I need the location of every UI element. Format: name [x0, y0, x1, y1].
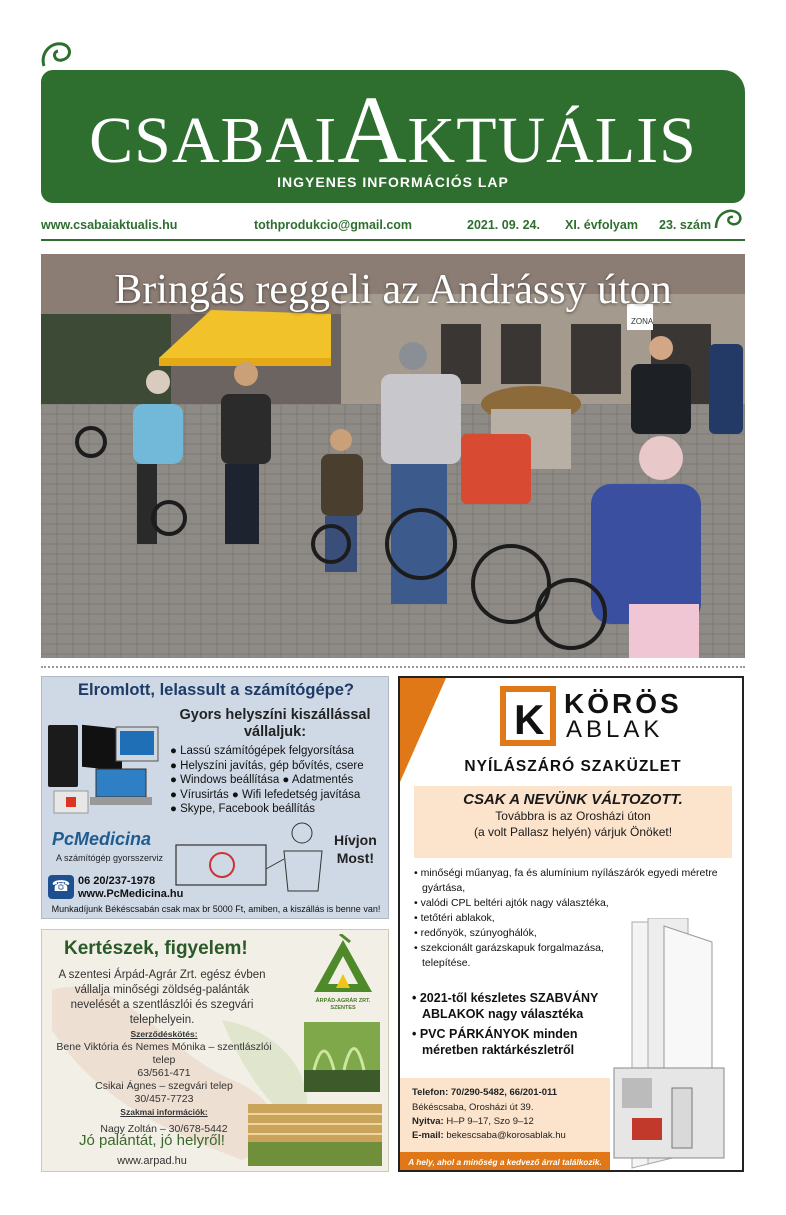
arpad-agrar-logo-icon: [310, 934, 376, 998]
notice-line: Továbbra is az Orosházi úton: [495, 809, 651, 823]
agrar-contracts: Szerződéskötés: Bene Viktória és Nemes Mónika – szentlászlói telep 63/561-471 Csikai Ágnes – szegvári telep 30/457-7723 Szakmai információk: Nagy Zoltán – 30/678-5442: [56, 1029, 272, 1135]
issue-date: 2021. 09. 24.: [467, 218, 540, 232]
list-item: • szekcionált garázskapuk forgalmazása, telepítése.: [414, 942, 604, 969]
notice-line: (a volt Pallasz helyén) várjuk Önöket!: [473, 825, 673, 839]
issue-info-bar: [41, 216, 745, 236]
cover-photo: [41, 254, 745, 658]
issue-number: 23. szám: [659, 218, 712, 232]
koros-shop-type: NYÍLÁSZÁRÓ SZAKÜZLET: [464, 758, 682, 775]
agrar-website[interactable]: www.arpad.hu: [117, 1155, 187, 1167]
agrar-headline: Kertészek, figyelem!: [64, 938, 248, 959]
pc-services-list: [170, 744, 364, 817]
section-divider: [41, 666, 745, 668]
koros-brand-name: KÖRÖS: [564, 688, 682, 719]
list-item: • redőnyök, szúnyoghálók,: [414, 927, 537, 939]
greenhouse-photo: [248, 1104, 382, 1166]
koros-notice-box: [414, 786, 732, 858]
koros-phone[interactable]: Telefon: 70/290-5482, 66/201-011: [412, 1087, 558, 1098]
list-item: • 2021-től készletes SZABVÁNY ABLAKOK nagy választéka: [412, 991, 599, 1021]
pc-ad-headline: Elromlott, lelassult a számítógépe?: [78, 681, 354, 699]
computer-devices-icon: [46, 717, 164, 821]
call-to-action: Hívjon Most!: [334, 832, 377, 866]
pcmedicina-ad: [41, 676, 389, 919]
website-link[interactable]: www.csabaiaktualis.hu: [41, 218, 178, 232]
window-profile-icon: [612, 918, 742, 1172]
issue-volume: XI. évfolyam: [565, 218, 638, 232]
cover-headline: Bringás reggeli az Andrássy úton: [114, 267, 672, 313]
notice-title: CSAK A NEVÜNK VÁLTOZOTT.: [463, 791, 683, 808]
koros-email[interactable]: E-mail: bekescsaba@korosablak.hu: [412, 1130, 566, 1141]
header-rule: [41, 239, 745, 241]
newspaper-subtitle: INGYENES INFORMÁCIÓS LAP: [277, 174, 509, 190]
agrar-body: A szentesi Árpád-Agrár Zrt. egész évben vállalja minőségi zöldség-palánták nevelését a szentlászlói és szegvári telephelyein.: [58, 969, 266, 1026]
pc-ad-footer: Munkadíjunk Békéscsabán csak max br 5000 Ft, amiben, a kiszállás is benne van!: [51, 904, 381, 914]
pc-brand-tagline: A számítógép gyorsszerviz: [56, 853, 164, 863]
email-link[interactable]: tothprodukcio@gmail.com: [254, 218, 413, 232]
list-item: • minőségi műanyag, fa és alumínium nyílászárók egyedi méretre gyártása,: [414, 867, 718, 894]
list-item: ● Vírusirtás ● Wifi lefedetség javítása: [170, 788, 361, 801]
list-item: • PVC PÁRKÁNYOK minden méretben raktárkészletről: [412, 1027, 578, 1057]
koros-logo-icon: [500, 686, 556, 746]
koros-address: Békéscsaba, Orosházi út 39.: [412, 1102, 534, 1113]
cover-photo-illustration: [41, 254, 745, 658]
agrar-slogan: Jó palántát, jó helyről!: [79, 1132, 225, 1149]
koros-tagline: A hely, ahol a minőség a kedvező árral találkozik.: [400, 1152, 610, 1172]
pc-brand-logo: PcMedicina: [52, 829, 152, 849]
masthead: [41, 70, 745, 203]
pc-website[interactable]: www.PcMedicina.hu: [78, 888, 184, 900]
koros-ablak-ad: [398, 676, 744, 1172]
street-sign: ZONA: [631, 317, 654, 326]
swirl-ornament-icon: [714, 206, 744, 232]
pc-contact: [78, 875, 183, 901]
repair-technician-icon: [172, 815, 332, 895]
list-item: ● Helyszíni javítás, gép bővítés, csere: [170, 759, 364, 772]
koros-hours: Nyitva: H–P 9–17, Szo 9–12: [412, 1116, 534, 1127]
pc-ad-subhead: Gyors helyszíni kiszállással vállaljuk:: [179, 707, 371, 740]
pc-phone[interactable]: 06 20/237-1978: [78, 875, 156, 887]
list-item: ● Skype, Facebook beállítás: [170, 803, 316, 815]
seedling-photo: [304, 1022, 380, 1092]
arpad-logo-text: ÁRPÁD-AGRÁR ZRT. SZENTES: [315, 998, 371, 1011]
list-item: • tetőtéri ablakok,: [414, 912, 495, 924]
list-item: • valódi CPL beltéri ajtók nagy választéka,: [414, 897, 609, 909]
list-item: ● Windows beállítása ● Adatmentés: [170, 774, 354, 786]
phone-icon: ☎: [48, 875, 74, 899]
newspaper-title: CSABAIAKTUÁLIS: [89, 76, 697, 183]
arpad-agrar-ad: [41, 929, 389, 1172]
list-item: ● Lassú számítógépek felgyorsítása: [170, 745, 355, 757]
koros-highlights: [412, 990, 612, 1062]
svg-text:K: K: [514, 696, 545, 743]
swirl-ornament-icon: [40, 40, 74, 70]
koros-brand-name-2: ABLAK: [566, 716, 664, 743]
